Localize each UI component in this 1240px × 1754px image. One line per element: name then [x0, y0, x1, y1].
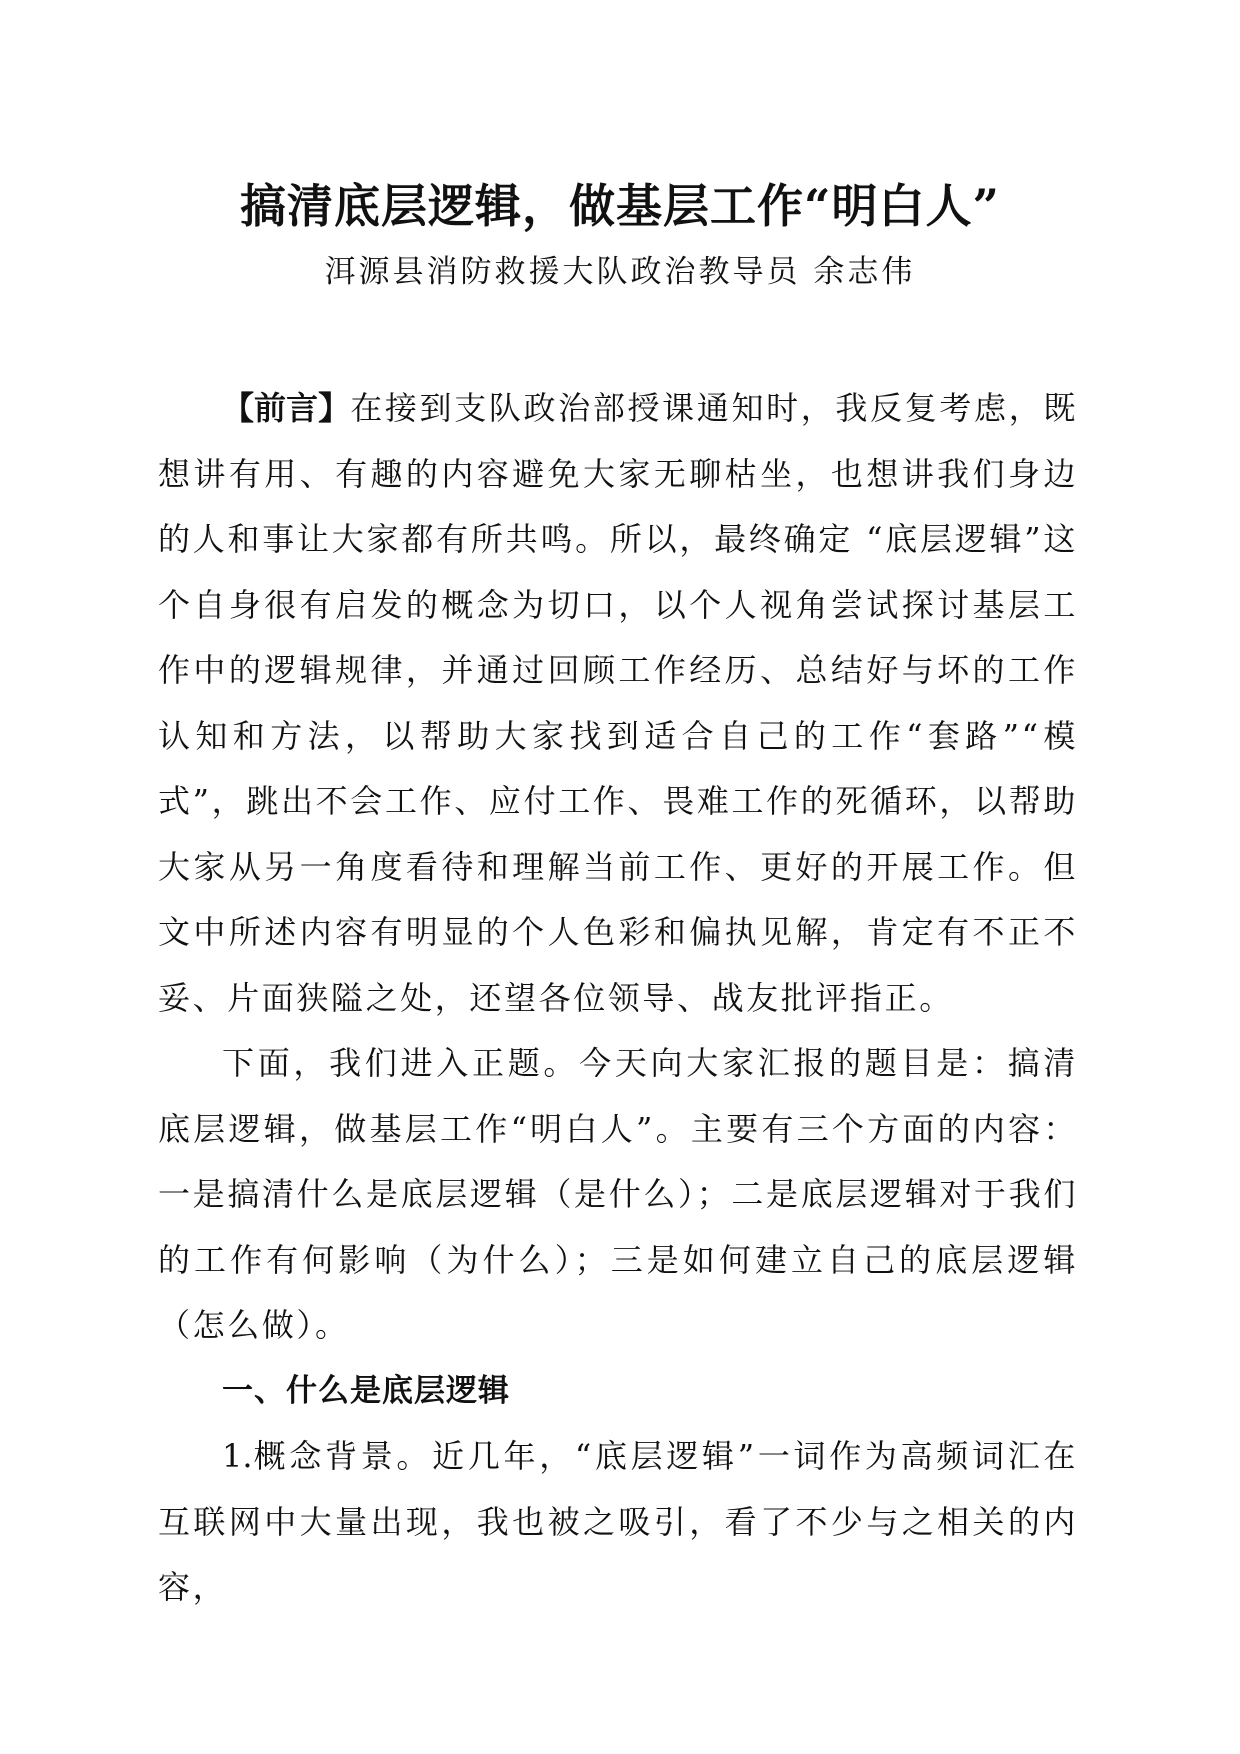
preface-text: 在接到支队政治部授课通知时，我反复考虑，既想讲有用、有趣的内容避免大家无聊枯坐，也想讲我们身边的人和事让大家都有所共鸣。所以，最终确定 “底层逻辑”这个自身很有启发的概念为切口，以个人视角尝试探讨基层工作中的逻辑规律，并通过回顾工作经历、总结好与坏的工作认知和方法，以帮助大家找到适合自己的工作“套路”“模式”，跳出不会工作、应付工作、畏难工作的死循环，以帮助大家从另一角度看待和理解当前工作、更好的开展工作。但文中所述内容有明显的个人色彩和偏执见解，肯定有不正不妥、片面狭隘之处，还望各位领导、战友批评指正。 [158, 389, 1078, 1017]
preface-paragraph [158, 376, 1078, 1031]
document-body [158, 376, 1078, 1621]
point-text: 概念背景。近几年，“底层逻辑”一词作为高频词汇在互联网中大量出现，我也被之吸引，看了不少与之相关的内容， [158, 1437, 1078, 1606]
point-number: 1. [222, 1437, 253, 1475]
preface-label: 【前言】 [222, 389, 351, 427]
document-title: 搞清底层逻辑，做基层工作“明白人” [240, 179, 1000, 233]
intro-paragraph: 下面，我们进入正题。今天向大家汇报的题目是：搞清底层逻辑，做基层工作“明白人”。主要有三个方面的内容：一是搞清什么是底层逻辑（是什么）；二是底层逻辑对于我们的工作有何影响（为什么）；三是如何建立自己的底层逻辑（怎么做）。 [158, 1044, 1078, 1344]
point-paragraph [158, 1424, 1078, 1621]
document-author: 洱源县消防救援大队政治教导员 余志伟 [324, 254, 916, 290]
section-heading: 一、什么是底层逻辑 [222, 1372, 510, 1409]
